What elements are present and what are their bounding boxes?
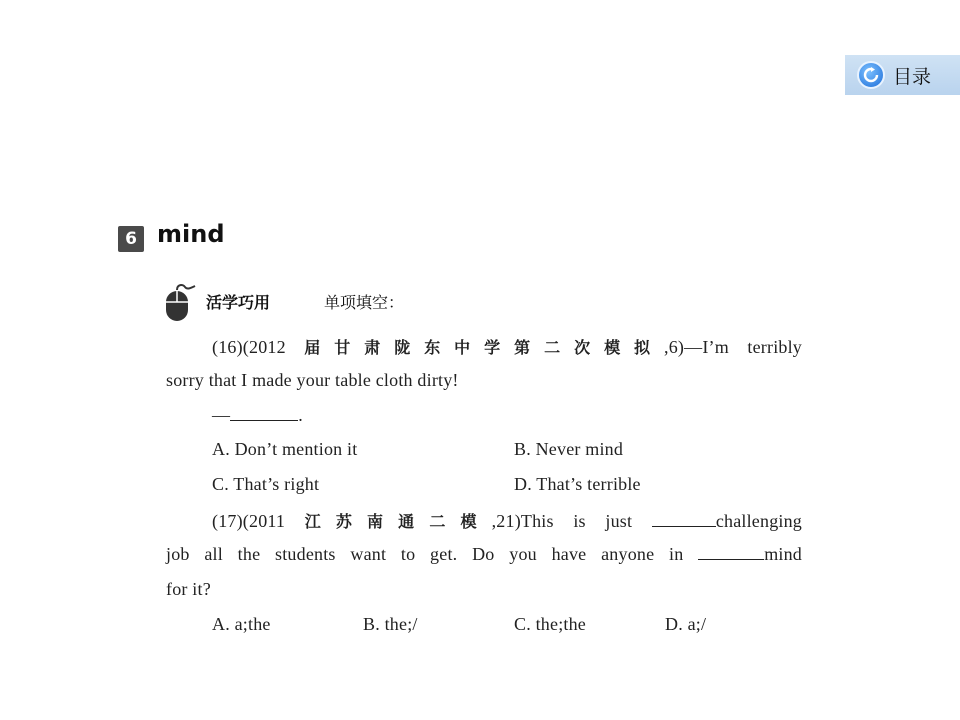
q17-source-open: (2011 (242, 511, 305, 531)
q17-text-1a: This is just (520, 511, 652, 531)
practice-subtitle: 单项填空： (324, 293, 405, 312)
q17-option-d: D. a;/ (665, 614, 707, 634)
section-word: mind (157, 220, 225, 248)
q17-option-c: C. the;the (514, 614, 586, 634)
q16-source-close: ,6) (664, 337, 685, 357)
q16-number: (16) (212, 337, 243, 357)
q17-blank-1 (652, 512, 716, 527)
q17-number: (17) (212, 511, 243, 531)
q17-line-2 (166, 544, 802, 565)
q17-option-b: B. the;/ (363, 614, 418, 634)
practice-title: 活学巧用 (206, 293, 271, 312)
q17-source-close: ,21) (491, 511, 521, 531)
q16-source-open: (2012 (242, 337, 305, 357)
q17-source-cjk: 江苏南通二模 (304, 512, 492, 531)
q17-line-1 (166, 509, 802, 532)
q16-answer-line (212, 405, 303, 426)
toc-button[interactable] (845, 55, 960, 95)
q16-option-b: B. Never mind (514, 439, 624, 459)
mouse-icon (163, 282, 199, 322)
q16-answer-end: . (298, 405, 303, 425)
q17-option-a: A. a;the (212, 614, 271, 634)
q16-option-c: C. That’s right (212, 474, 320, 494)
q17-text-1b: challenging (715, 511, 802, 531)
q17-blank-2 (698, 545, 764, 560)
q16-answer-dash: — (212, 405, 231, 425)
q17-text-2a: job all the students want to get. Do you have anyone in (166, 544, 699, 564)
q16-source-cjk: 届甘肃陇东中学第二次模拟 (304, 338, 665, 357)
section-number: 6 (118, 226, 144, 252)
q16-option-d: D. That’s terrible (514, 474, 641, 494)
q16-line-1 (166, 335, 802, 358)
q16-blank (230, 406, 298, 421)
refresh-circle-icon (857, 61, 885, 89)
q16-text-2: sorry that I made your table cloth dirty! (166, 370, 459, 390)
q16-option-a: A. Don’t mention it (212, 439, 358, 459)
q16-text-1: —I’m terribly (684, 337, 802, 357)
toc-label: 目录 (893, 65, 932, 88)
q17-text-3: for it? (166, 579, 211, 599)
q17-text-2b: mind (764, 544, 802, 564)
